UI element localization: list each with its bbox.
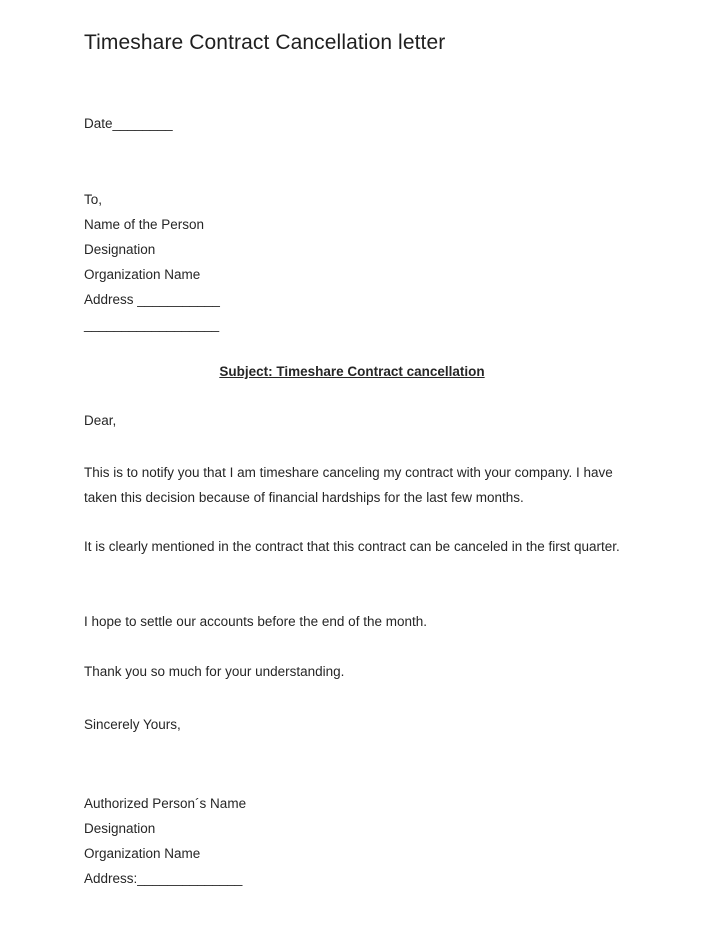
body-paragraph-1: This is to notify you that I am timeshare canceling my contract with your company. I have taken this decision because of financial hardships for the last few months. bbox=[84, 465, 613, 505]
subject-text: Subject: Timeshare Contract cancellation bbox=[219, 364, 485, 379]
recipient-address: Address ___________ bbox=[84, 292, 220, 307]
recipient-address-block bbox=[84, 187, 220, 337]
recipient-name: Name of the Person bbox=[84, 217, 205, 232]
body-paragraph-3: I hope to settle our accounts before the end of the month. bbox=[84, 614, 427, 629]
signer-name: Authorized Person´s Name bbox=[84, 796, 247, 811]
body-paragraph-4: Thank you so much for your understanding. bbox=[84, 664, 345, 679]
body-paragraph-2: It is clearly mentioned in the contract that this contract can be canceled in the first quarter. bbox=[84, 539, 620, 554]
signer-address: Address:______________ bbox=[84, 871, 243, 886]
recipient-address-continuation: __________________ bbox=[84, 317, 220, 332]
subject-line bbox=[84, 364, 620, 379]
date-field: Date________ bbox=[84, 116, 173, 131]
recipient-to-label: To, bbox=[84, 192, 103, 207]
greeting-line: Dear, bbox=[84, 413, 117, 428]
signature-block bbox=[84, 791, 246, 891]
page-title: Timeshare Contract Cancellation letter bbox=[84, 31, 446, 54]
closing-line: Sincerely Yours, bbox=[84, 717, 181, 732]
signer-organization: Organization Name bbox=[84, 846, 201, 861]
recipient-organization: Organization Name bbox=[84, 267, 201, 282]
signer-designation: Designation bbox=[84, 821, 156, 836]
recipient-designation: Designation bbox=[84, 242, 156, 257]
